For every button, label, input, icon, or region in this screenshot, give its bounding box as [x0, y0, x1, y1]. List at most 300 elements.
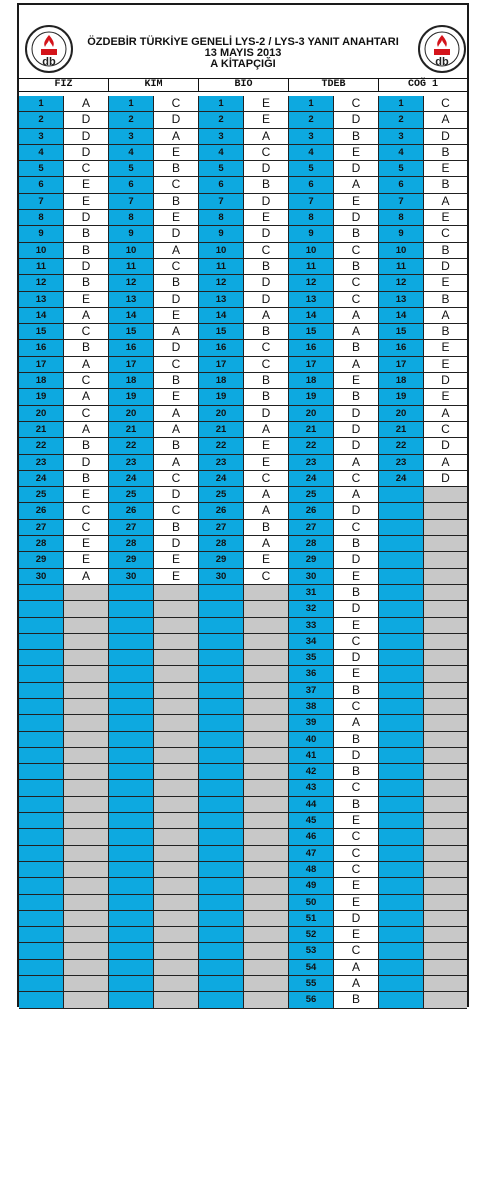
empty-answer-cell	[424, 829, 467, 845]
question-number: 23	[289, 455, 334, 471]
answer-cell: D	[334, 748, 379, 764]
question-number: 9	[199, 226, 244, 242]
empty-number-cell	[19, 683, 64, 699]
answer-cell: D	[244, 194, 289, 210]
empty-answer-cell	[424, 748, 467, 764]
empty-answer-cell	[244, 780, 289, 796]
answer-cell: A	[64, 357, 109, 373]
table-row	[19, 699, 467, 715]
empty-number-cell	[19, 895, 64, 911]
table-row	[19, 308, 467, 324]
empty-answer-cell	[424, 813, 467, 829]
empty-answer-cell	[244, 732, 289, 748]
empty-answer-cell	[244, 699, 289, 715]
answer-cell: C	[244, 243, 289, 259]
empty-number-cell	[109, 618, 154, 634]
answer-cell: D	[424, 259, 467, 275]
answer-cell: B	[244, 389, 289, 405]
answer-cell: C	[334, 862, 379, 878]
empty-answer-cell	[154, 992, 199, 1008]
table-row	[19, 340, 467, 356]
empty-number-cell	[199, 748, 244, 764]
empty-answer-cell	[244, 813, 289, 829]
table-row	[19, 813, 467, 829]
answer-cell: D	[244, 275, 289, 291]
empty-number-cell	[109, 992, 154, 1008]
empty-answer-cell	[244, 992, 289, 1008]
empty-answer-cell	[154, 780, 199, 796]
empty-number-cell	[19, 960, 64, 976]
empty-number-cell	[379, 536, 424, 552]
answer-cell: D	[244, 161, 289, 177]
answer-cell: D	[334, 406, 379, 422]
empty-answer-cell	[154, 732, 199, 748]
answer-cell: B	[334, 585, 379, 601]
empty-answer-cell	[154, 895, 199, 911]
answer-cell: B	[154, 373, 199, 389]
question-number: 12	[109, 275, 154, 291]
question-number: 18	[109, 373, 154, 389]
empty-answer-cell	[424, 911, 467, 927]
table-row	[19, 520, 467, 536]
empty-number-cell	[109, 748, 154, 764]
subject-header: KİM	[109, 79, 199, 91]
question-number: 16	[199, 340, 244, 356]
question-number: 30	[289, 569, 334, 585]
empty-number-cell	[199, 699, 244, 715]
question-number: 52	[289, 927, 334, 943]
empty-answer-cell	[244, 797, 289, 813]
table-row	[19, 487, 467, 503]
question-number: 7	[379, 194, 424, 210]
answer-cell: B	[64, 275, 109, 291]
answer-cell: A	[154, 422, 199, 438]
answer-cell: D	[424, 129, 467, 145]
question-number: 21	[379, 422, 424, 438]
question-number: 13	[109, 292, 154, 308]
empty-number-cell	[379, 797, 424, 813]
empty-number-cell	[19, 634, 64, 650]
question-number: 26	[289, 503, 334, 519]
answer-cell: C	[154, 96, 199, 112]
empty-number-cell	[109, 699, 154, 715]
table-row	[19, 226, 467, 242]
empty-answer-cell	[424, 666, 467, 682]
answer-cell: A	[64, 569, 109, 585]
answer-cell: D	[154, 226, 199, 242]
empty-answer-cell	[64, 813, 109, 829]
empty-answer-cell	[64, 878, 109, 894]
answer-cell: C	[334, 846, 379, 862]
question-number: 29	[19, 552, 64, 568]
empty-number-cell	[19, 715, 64, 731]
empty-answer-cell	[64, 634, 109, 650]
empty-number-cell	[199, 992, 244, 1008]
booklet-label: A KİTAPÇIĞI	[210, 58, 276, 70]
svg-text:db: db	[435, 56, 449, 68]
answer-cell: A	[334, 177, 379, 193]
question-number: 5	[19, 161, 64, 177]
question-number: 11	[199, 259, 244, 275]
empty-number-cell	[19, 699, 64, 715]
empty-number-cell	[109, 780, 154, 796]
question-number: 7	[199, 194, 244, 210]
answer-cell: D	[244, 406, 289, 422]
answer-cell: C	[334, 634, 379, 650]
question-number: 36	[289, 666, 334, 682]
question-number: 20	[109, 406, 154, 422]
question-number: 32	[289, 601, 334, 617]
answer-cell: C	[424, 226, 467, 242]
empty-answer-cell	[64, 943, 109, 959]
answer-cell: A	[334, 357, 379, 373]
empty-number-cell	[199, 683, 244, 699]
empty-number-cell	[379, 748, 424, 764]
question-number: 19	[109, 389, 154, 405]
question-number: 28	[289, 536, 334, 552]
question-number: 56	[289, 992, 334, 1008]
question-number: 30	[19, 569, 64, 585]
empty-answer-cell	[64, 585, 109, 601]
answer-cell: A	[424, 406, 467, 422]
empty-answer-cell	[64, 666, 109, 682]
table-row	[19, 129, 467, 145]
empty-answer-cell	[64, 764, 109, 780]
answer-cell: B	[64, 340, 109, 356]
question-number: 4	[379, 145, 424, 161]
empty-answer-cell	[244, 943, 289, 959]
question-number: 21	[199, 422, 244, 438]
answer-cell: B	[154, 161, 199, 177]
answer-cell: A	[154, 129, 199, 145]
answer-cell: E	[424, 357, 467, 373]
answer-cell: C	[64, 520, 109, 536]
question-number: 2	[109, 112, 154, 128]
table-row	[19, 112, 467, 128]
empty-answer-cell	[244, 829, 289, 845]
question-number: 53	[289, 943, 334, 959]
empty-answer-cell	[244, 650, 289, 666]
empty-answer-cell	[244, 748, 289, 764]
table-row	[19, 275, 467, 291]
empty-number-cell	[379, 960, 424, 976]
answer-cell: C	[64, 161, 109, 177]
empty-answer-cell	[64, 976, 109, 992]
empty-answer-cell	[424, 895, 467, 911]
empty-number-cell	[379, 878, 424, 894]
question-number: 15	[289, 324, 334, 340]
answer-cell: E	[334, 813, 379, 829]
answer-cell: E	[244, 112, 289, 128]
empty-answer-cell	[64, 715, 109, 731]
answer-cell: C	[244, 357, 289, 373]
empty-answer-cell	[64, 683, 109, 699]
question-number: 14	[379, 308, 424, 324]
table-row	[19, 927, 467, 943]
question-number: 4	[199, 145, 244, 161]
question-number: 13	[379, 292, 424, 308]
empty-number-cell	[109, 927, 154, 943]
answer-cell: E	[64, 292, 109, 308]
table-row	[19, 748, 467, 764]
empty-answer-cell	[424, 503, 467, 519]
answer-cell: E	[334, 569, 379, 585]
answer-cell: B	[244, 520, 289, 536]
empty-answer-cell	[154, 715, 199, 731]
question-number: 17	[379, 357, 424, 373]
question-number: 1	[379, 96, 424, 112]
empty-number-cell	[19, 618, 64, 634]
empty-number-cell	[19, 846, 64, 862]
question-number: 14	[19, 308, 64, 324]
answer-cell: D	[64, 210, 109, 226]
empty-number-cell	[199, 960, 244, 976]
question-number: 12	[19, 275, 64, 291]
answer-cell: A	[244, 536, 289, 552]
question-number: 12	[199, 275, 244, 291]
empty-answer-cell	[64, 911, 109, 927]
question-number: 3	[289, 129, 334, 145]
empty-number-cell	[109, 976, 154, 992]
empty-number-cell	[109, 878, 154, 894]
answer-cell: B	[424, 145, 467, 161]
empty-answer-cell	[424, 634, 467, 650]
empty-number-cell	[379, 618, 424, 634]
question-number: 11	[19, 259, 64, 275]
empty-answer-cell	[64, 992, 109, 1008]
answer-cell: C	[424, 422, 467, 438]
question-number: 3	[19, 129, 64, 145]
empty-number-cell	[379, 715, 424, 731]
question-number: 44	[289, 797, 334, 813]
empty-answer-cell	[154, 976, 199, 992]
table-row	[19, 569, 467, 585]
table-row	[19, 161, 467, 177]
empty-answer-cell	[424, 764, 467, 780]
question-number: 19	[289, 389, 334, 405]
empty-answer-cell	[424, 960, 467, 976]
empty-answer-cell	[154, 829, 199, 845]
subject-header: FİZ	[19, 79, 109, 91]
empty-number-cell	[19, 764, 64, 780]
answer-cell: E	[244, 455, 289, 471]
question-number: 23	[379, 455, 424, 471]
answer-cell: E	[64, 194, 109, 210]
answer-cell: E	[334, 145, 379, 161]
answer-cell: B	[244, 373, 289, 389]
question-number: 23	[19, 455, 64, 471]
empty-number-cell	[199, 601, 244, 617]
answer-cell: C	[64, 373, 109, 389]
answer-cell: E	[334, 194, 379, 210]
answer-cell: A	[424, 194, 467, 210]
empty-number-cell	[199, 732, 244, 748]
empty-answer-cell	[424, 552, 467, 568]
answer-cell: B	[334, 536, 379, 552]
empty-number-cell	[379, 846, 424, 862]
question-number: 9	[109, 226, 154, 242]
question-number: 25	[199, 487, 244, 503]
question-number: 20	[379, 406, 424, 422]
empty-answer-cell	[154, 846, 199, 862]
question-number: 21	[109, 422, 154, 438]
answer-cell: B	[154, 194, 199, 210]
table-row	[19, 715, 467, 731]
question-number: 5	[379, 161, 424, 177]
question-number: 18	[19, 373, 64, 389]
empty-number-cell	[379, 829, 424, 845]
question-number: 8	[379, 210, 424, 226]
answer-key-sheet	[17, 3, 469, 1007]
empty-answer-cell	[244, 960, 289, 976]
question-number: 6	[289, 177, 334, 193]
question-number: 43	[289, 780, 334, 796]
question-number: 2	[199, 112, 244, 128]
question-number: 17	[109, 357, 154, 373]
question-number: 37	[289, 683, 334, 699]
subject-header-row	[19, 78, 467, 92]
answer-cell: B	[154, 275, 199, 291]
table-row	[19, 976, 467, 992]
empty-number-cell	[19, 601, 64, 617]
question-number: 12	[379, 275, 424, 291]
answer-cell: D	[334, 503, 379, 519]
empty-answer-cell	[244, 666, 289, 682]
empty-answer-cell	[424, 976, 467, 992]
table-row	[19, 552, 467, 568]
empty-answer-cell	[64, 618, 109, 634]
empty-number-cell	[379, 650, 424, 666]
question-number: 30	[109, 569, 154, 585]
question-number: 8	[289, 210, 334, 226]
empty-number-cell	[199, 813, 244, 829]
question-number: 50	[289, 895, 334, 911]
question-number: 5	[199, 161, 244, 177]
question-number: 6	[379, 177, 424, 193]
answer-cell: B	[334, 340, 379, 356]
table-row	[19, 992, 467, 1008]
answer-cell: C	[334, 829, 379, 845]
answer-cell: A	[424, 112, 467, 128]
question-number: 2	[379, 112, 424, 128]
table-row	[19, 357, 467, 373]
question-number: 7	[289, 194, 334, 210]
empty-number-cell	[199, 911, 244, 927]
empty-number-cell	[199, 585, 244, 601]
empty-number-cell	[379, 699, 424, 715]
table-row	[19, 878, 467, 894]
empty-number-cell	[109, 960, 154, 976]
question-number: 40	[289, 732, 334, 748]
answer-cell: B	[334, 732, 379, 748]
answer-cell: B	[64, 243, 109, 259]
empty-answer-cell	[64, 846, 109, 862]
answer-cell: D	[64, 145, 109, 161]
question-number: 1	[199, 96, 244, 112]
empty-answer-cell	[64, 895, 109, 911]
table-row	[19, 389, 467, 405]
answer-cell: D	[334, 650, 379, 666]
question-number: 15	[19, 324, 64, 340]
answer-cell: A	[334, 715, 379, 731]
question-number: 13	[19, 292, 64, 308]
question-number: 25	[109, 487, 154, 503]
question-number: 27	[289, 520, 334, 536]
answer-cell: B	[334, 797, 379, 813]
answer-cell: A	[244, 308, 289, 324]
empty-answer-cell	[154, 601, 199, 617]
question-number: 9	[379, 226, 424, 242]
question-number: 4	[289, 145, 334, 161]
empty-number-cell	[379, 732, 424, 748]
empty-number-cell	[109, 911, 154, 927]
empty-answer-cell	[244, 585, 289, 601]
question-number: 22	[109, 438, 154, 454]
question-number: 24	[379, 471, 424, 487]
empty-answer-cell	[424, 618, 467, 634]
answer-cell: E	[424, 389, 467, 405]
empty-number-cell	[379, 895, 424, 911]
table-row	[19, 732, 467, 748]
empty-answer-cell	[424, 943, 467, 959]
empty-answer-cell	[244, 764, 289, 780]
question-number: 16	[109, 340, 154, 356]
empty-answer-cell	[154, 878, 199, 894]
answer-cell: E	[64, 552, 109, 568]
answer-cell: A	[154, 324, 199, 340]
question-number: 10	[289, 243, 334, 259]
question-number: 16	[19, 340, 64, 356]
answer-cell: B	[244, 259, 289, 275]
question-number: 46	[289, 829, 334, 845]
question-number: 1	[109, 96, 154, 112]
empty-number-cell	[379, 601, 424, 617]
empty-answer-cell	[64, 650, 109, 666]
answer-cell: E	[424, 161, 467, 177]
answer-cell: E	[154, 210, 199, 226]
table-row	[19, 503, 467, 519]
question-number: 27	[199, 520, 244, 536]
question-number: 28	[199, 536, 244, 552]
empty-answer-cell	[244, 895, 289, 911]
empty-answer-cell	[424, 650, 467, 666]
answer-cell: A	[424, 455, 467, 471]
answer-cell: D	[334, 112, 379, 128]
table-row	[19, 895, 467, 911]
question-number: 1	[19, 96, 64, 112]
empty-number-cell	[109, 943, 154, 959]
empty-answer-cell	[154, 650, 199, 666]
answer-cell: C	[334, 780, 379, 796]
empty-number-cell	[19, 650, 64, 666]
empty-number-cell	[199, 780, 244, 796]
empty-answer-cell	[64, 960, 109, 976]
question-number: 1	[289, 96, 334, 112]
empty-answer-cell	[244, 618, 289, 634]
empty-answer-cell	[424, 601, 467, 617]
answer-cell: C	[244, 340, 289, 356]
empty-answer-cell	[244, 862, 289, 878]
question-number: 25	[19, 487, 64, 503]
answer-cell: E	[334, 927, 379, 943]
answer-cell: E	[244, 438, 289, 454]
subject-header: COĞ 1	[407, 79, 438, 90]
empty-answer-cell	[64, 797, 109, 813]
question-number: 11	[289, 259, 334, 275]
question-number: 29	[199, 552, 244, 568]
answer-grid	[19, 96, 467, 1009]
table-row	[19, 536, 467, 552]
